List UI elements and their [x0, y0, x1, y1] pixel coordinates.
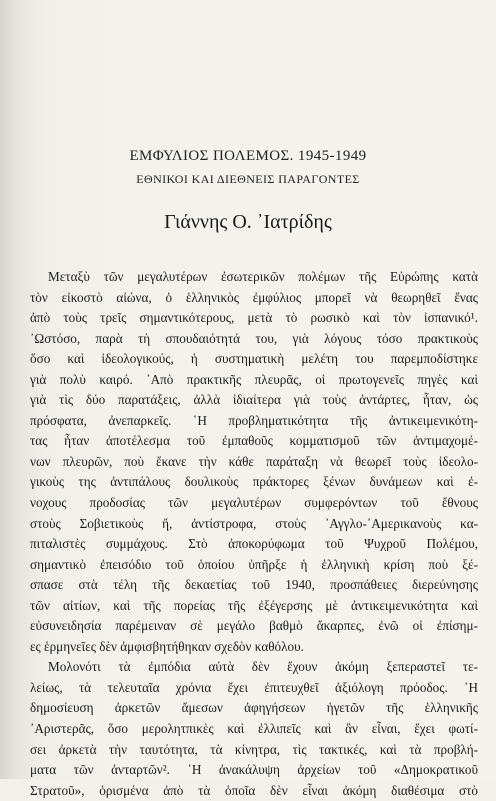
text-line: ἀπὸ τοὺς τρεῖς σημαντικότερους, μετὰ τὸ ρωσικὸ καὶ τὸν ἰσπανικό¹. — [30, 310, 478, 326]
text-line: σπασε στὰ τέλη τῆς δεκαετίας τοῦ 1940, προσπάθειες διερεύνησης — [30, 577, 478, 593]
text-line: ες ἑρμηνεῖες δὲν ἀμφισβητήθηκαν σχεδὸν καθόλου. — [30, 638, 304, 654]
text-line: γιὰ πολὺ καιρό. ᾿Απὸ πρακτικῆς πλευρᾶς, οἱ πρωτογενεῖς πηγὲς καὶ — [30, 371, 478, 387]
text-line: γιὰ τὶς δύο παρατάξεις, ἀλλὰ ἰδιαίτερα γιὰ τοὺς ἀντάρτες, ἦταν, ὡς — [30, 392, 478, 408]
text-line: λείως, τὰ τελευταῖα χρόνια ἔχει ἐπιτευχθεῖ ἀξιόλογη πρόοδος. ῾Η — [30, 679, 478, 695]
text-line: πιταλιστὲς συμμάχους. Στὸ ἀποκορύφωμα τοῦ Ψυχροῦ Πολέμου, — [30, 536, 478, 552]
chapter-title: ΕΜΦΥΛΙΟΣ ΠΟΛΕΜΟΣ. 1945-1949 — [129, 148, 367, 164]
text-line: στοὺς Σοβιετικοὺς ἤ, ἀντίστροφα, στοὺς ᾿Αγγλο-᾿Αμερικανοὺς κα- — [30, 515, 478, 531]
text-line: σει ἀρκετὰ τὴν ταυτότητα, τὰ κίνητρα, τὶς τακτικές, καὶ τὰ προβλή- — [30, 741, 478, 757]
text-line: ᾿Ωστόσο, παρὰ τὴ σπουδαιότητά του, γιὰ λόγους τόσο πρακτικοὺς — [30, 330, 478, 346]
text-line: εὐσυνειδησία παρέμειναν σὲ μεγάλο βαθμὸ ἄκαρπες, ἐνῶ οἱ ἐπίσημ- — [30, 618, 478, 634]
text-line: νων πλευρῶν, ποὺ ἔκανε τὴν κάθε παράταξη νὰ θεωρεῖ τοὺς ἰδεολο- — [30, 453, 478, 469]
chapter-subtitle: ΕΘΝΙΚΟΙ ΚΑΙ ΔΙΕΘΝΕΙΣ ΠΑΡΑΓΟΝΤΕΣ — [136, 172, 360, 186]
text-line: ᾿Αριστερᾶς, ὅσο μερολητπικὲς καὶ ἐλλιπεῖς καὶ ἂν εἶναι, ἔχει φωτί- — [30, 721, 478, 737]
text-line: Στρατοῦ», ὁρισμένα ἀπὸ τὰ ὁποῖα δὲν εἶναι ἀκόμη διαθέσιμα στὸ — [30, 782, 478, 798]
text-line: δημοσίευση ἀρκετῶν ἄμεσων ἀφηγήσεων ἡγετῶν τῆς ἑλληνικῆς — [30, 700, 478, 716]
text-line: τὸν εἰκοστὸ αἰώνα, ὁ ἑλληνικὸς ἐμφύλιος μπορεῖ νὰ θεωρηθεῖ ἕνας — [30, 289, 478, 305]
text-line: νοχους προδοσίας τῶν μεγαλυτέρων συμφερόντων τοῦ ἔθνους — [30, 495, 478, 511]
text-line: ματα τῶν ἀνταρτῶν². ῾Η ἀνακάλυψη ἀρχείων τοῦ «Δημοκρατικοῦ — [30, 762, 478, 778]
text-line: Μεταξὺ τῶν μεγαλυτέρων ἐσωτερικῶν πολέμων τῆς Εὐρώπης κατὰ — [48, 269, 478, 284]
text-line: τῶν αἰτίων, καὶ τῆς πορείας τῆς ἐξέγερσης μὲ ἀντικειμενικότητα καὶ — [30, 597, 478, 613]
text-line: γικοὺς της ἀντιπάλους δουλικοὺς πράκτορες ξένων δυνάμεων καὶ ἐ- — [30, 474, 478, 490]
text-line: πρόσφατα, ἀνεπαρκεῖς. ῾Η προβληματικότητα τῆς ἀντικειμενικότη- — [30, 412, 478, 428]
text-line: ὅσο καὶ ἰδεολογικούς, ἡ συστηματικὴ μελέτη του παρεμποδίστηκε — [30, 351, 478, 367]
text-line: σημαντικὸ ἐπεισόδιο τοῦ ὁποίου ὑπῆρξε ἡ ἑλληνικὴ κρίση ποὺ ξέ- — [30, 556, 478, 572]
author-name: Γιάννης Ο. ᾿Ιατρίδης — [164, 211, 332, 233]
text-line: Μολονότι τὰ ἐμπόδια αὐτὰ δὲν ἔχουν ἀκόμη ξεπεραστεῖ τε- — [48, 659, 478, 675]
text-line: τας ἦταν ἀποτέλεσμα τοῦ ἐμπαθοῦς κομματισμοῦ τῶν ἀντιμαχομέ- — [30, 433, 478, 449]
body-text — [30, 267, 478, 801]
